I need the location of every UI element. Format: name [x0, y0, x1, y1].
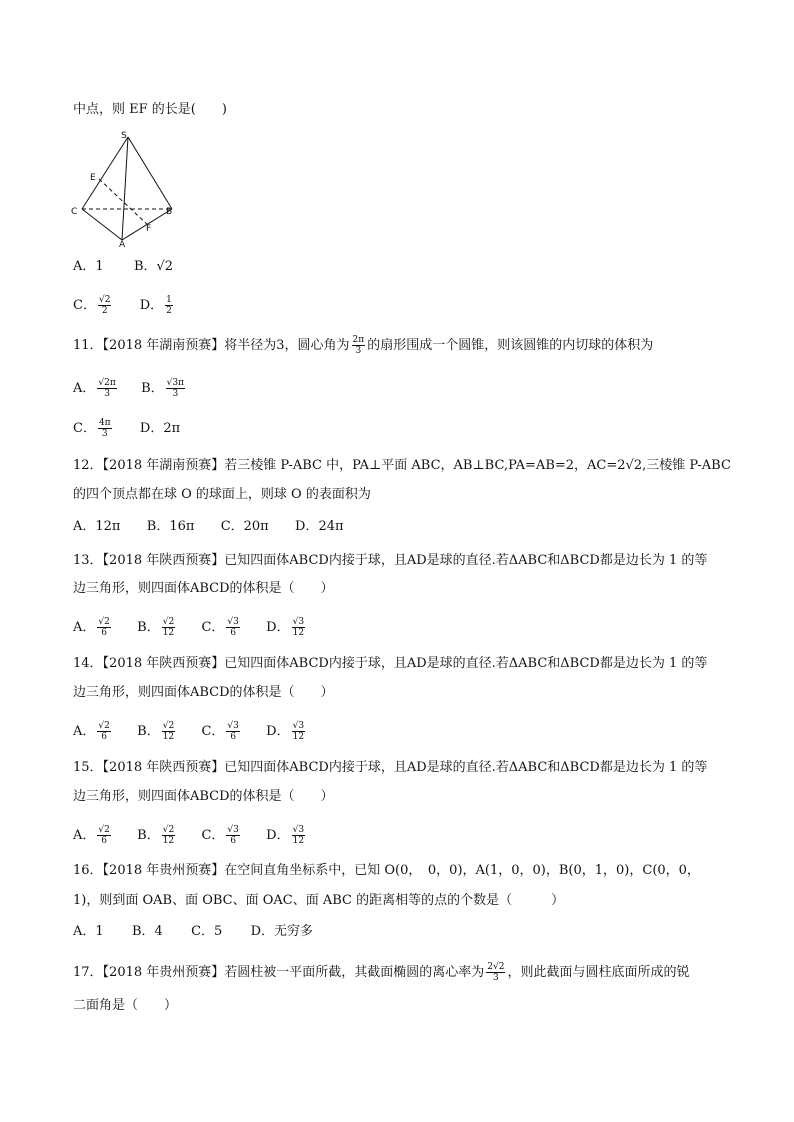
- q11-option-d-label: D．: [139, 421, 164, 436]
- q16-options: [73, 922, 313, 942]
- q17-line2: 二面角是（ ）: [73, 998, 178, 1013]
- q13-option-c-fraction: $\frac{√3}{6}$: [227, 617, 239, 638]
- label-F: F: [146, 224, 152, 234]
- q16-option-d: D．无穷多: [250, 924, 313, 939]
- q16-text1: 在空间直角坐标系中，已知 O(0， 0，0)，A(1，0，0)，B(0，1，0)，C(0，0，: [224, 863, 700, 878]
- q14-option-b-label: B．: [137, 724, 160, 739]
- q11-text2: 的扇形围成一个圆锥，则该圆锥的内切球的体积为: [367, 338, 654, 353]
- q14-option-a-label: A．: [73, 724, 96, 739]
- q13-option-d-fraction: $\frac{√3}{12}$: [292, 617, 305, 638]
- q14-number: 14．: [73, 656, 103, 671]
- q10-option-b-label: B．: [133, 259, 157, 274]
- q15-option-a-label: A．: [73, 828, 96, 843]
- q11-options-row1: [73, 378, 187, 399]
- tetrahedron-figure: [65, 126, 185, 250]
- q17-text1: 若圆柱被一平面所截，其截面椭圆的离心率为: [224, 965, 485, 980]
- q15-line1: [73, 759, 707, 777]
- q10-option-d-fraction: $\frac{1}{2}$: [166, 295, 172, 316]
- q12-option-b: B．16π: [146, 519, 195, 534]
- q11-option-c-label: C．: [73, 421, 96, 436]
- q16-option-c: C．5: [191, 924, 223, 939]
- q15-option-b-label: B．: [137, 828, 160, 843]
- q14-option-d-fraction: $\frac{√3}{12}$: [292, 721, 305, 742]
- label-C: C: [71, 207, 78, 217]
- q11-number: 11．: [73, 338, 103, 353]
- q12-line1: [73, 457, 731, 475]
- q13-option-b-fraction: $\frac{√2}{12}$: [162, 617, 175, 638]
- q13-line1: [73, 552, 707, 570]
- q17-fraction: $\frac{2√2}{3}$: [487, 962, 505, 983]
- q14-tag: 【2018 年陕西预赛】: [102, 656, 225, 671]
- label-E: E: [90, 173, 96, 183]
- q10-options-row2: [73, 295, 175, 316]
- q15-option-c-label: C．: [201, 828, 225, 843]
- q15-tag: 【2018 年陕西预赛】: [102, 760, 225, 775]
- q16-line2: 1)，则到面 OAB、面 OBC、面 OAC、面 ABC 的距离相等的点的个数是（ ）: [73, 893, 565, 908]
- q13-option-d-label: D．: [266, 620, 290, 635]
- q14-option-c-fraction: $\frac{√3}{6}$: [227, 721, 239, 742]
- q13-options: [73, 617, 307, 638]
- label-B: B: [166, 207, 173, 217]
- q16-tag: 【2018 年贵州预赛】: [102, 863, 225, 878]
- q12-option-c: C．20π: [220, 519, 269, 534]
- q10-option-c-label: C．: [73, 298, 96, 313]
- q16-option-a: A．1: [73, 924, 104, 939]
- label-S: S: [121, 131, 127, 141]
- q10-text: 中点，则 EF 的长是( ): [73, 102, 227, 117]
- q10-option-b-value: √2: [156, 259, 174, 274]
- q11-options-row2: [73, 418, 180, 439]
- q14-line2: 边三角形，则四面体ABCD的体积是（ ）: [73, 685, 334, 700]
- q13-option-c-label: C．: [201, 620, 225, 635]
- q16-number: 16．: [73, 863, 103, 878]
- q10-option-c-fraction: $\frac{√2}{2}$: [98, 295, 111, 316]
- q15-text1: 已知四面体ABCD内接于球，且AD是球的直径.若ΔABC和ΔBCD都是边长为 1 的等: [224, 760, 708, 775]
- q11-stem: [73, 335, 653, 356]
- q14-option-a-fraction: $\frac{√2}{6}$: [98, 721, 110, 742]
- q11-text1: 将半径为3，圆心角为: [224, 338, 350, 353]
- q13-option-a-fraction: $\frac{√2}{6}$: [98, 617, 110, 638]
- q14-option-d-label: D．: [266, 724, 290, 739]
- q12-option-d: D．24π: [295, 519, 344, 534]
- q13-option-a-label: A．: [73, 620, 96, 635]
- q11-tag: 【2018 年湖南预赛】: [102, 338, 225, 353]
- q14-options: [73, 721, 307, 742]
- q15-option-d-fraction: $\frac{√3}{12}$: [292, 825, 305, 846]
- q10-option-a-value: 1: [95, 259, 104, 274]
- q14-option-c-label: C．: [201, 724, 225, 739]
- q17-number: 17．: [73, 965, 103, 980]
- q16-line1: [73, 862, 700, 880]
- q11-option-a-fraction: $\frac{√2\pi}{3}$: [98, 378, 116, 399]
- q10-option-d-label: D．: [139, 298, 164, 313]
- q17-tag: 【2018 年贵州预赛】: [102, 965, 225, 980]
- q14-line1: [73, 655, 707, 673]
- q14-text1: 已知四面体ABCD内接于球，且AD是球的直径.若ΔABC和ΔBCD都是边长为 1 的等: [224, 656, 708, 671]
- q11-option-b-label: B．: [141, 381, 164, 396]
- q15-line2: 边三角形，则四面体ABCD的体积是（ ）: [73, 789, 334, 804]
- q13-text1: 已知四面体ABCD内接于球，且AD是球的直径.若ΔABC和ΔBCD都是边长为 1 的等: [224, 553, 708, 568]
- q15-option-d-label: D．: [266, 828, 290, 843]
- q12-line2: 的四个顶点都在球 O 的球面上，则球 O 的表面积为: [73, 487, 371, 502]
- q15-number: 15．: [73, 760, 103, 775]
- q12-number: 12．: [73, 458, 103, 473]
- q13-option-b-label: B．: [137, 620, 160, 635]
- q13-tag: 【2018 年陕西预赛】: [102, 553, 225, 568]
- q15-option-a-fraction: $\frac{√2}{6}$: [98, 825, 110, 846]
- q17-line1: [73, 962, 689, 983]
- q12-text1: 若三棱锥 P-ABC 中，PA⊥平面 ABC，AB⊥BC,PA=AB=2，AC=2√2,三棱锥 P-ABC: [224, 458, 731, 473]
- q11-option-a-label: A．: [73, 381, 96, 396]
- q12-options: [73, 517, 344, 537]
- q10-option-a-label: A．: [73, 259, 96, 274]
- q15-option-c-fraction: $\frac{√3}{6}$: [227, 825, 239, 846]
- q15-option-b-fraction: $\frac{√2}{12}$: [162, 825, 175, 846]
- q15-options: [73, 825, 307, 846]
- q10-options-row1: [73, 257, 173, 277]
- q13-line2: 边三角形，则四面体ABCD的体积是（ ）: [73, 581, 334, 596]
- q11-option-d-value: 2π: [163, 421, 181, 436]
- q17-text2: ，则此截面与圆柱底面所成的锐: [507, 965, 690, 980]
- q11-fraction: $\frac{2\pi}{3}$: [352, 335, 365, 356]
- q14-option-b-fraction: $\frac{√2}{12}$: [162, 721, 175, 742]
- q16-option-b: B．4: [131, 924, 163, 939]
- q11-option-c-fraction: $\frac{4\pi}{3}$: [98, 418, 111, 439]
- label-A: A: [119, 240, 126, 250]
- q12-tag: 【2018 年湖南预赛】: [102, 458, 225, 473]
- q13-number: 13．: [73, 553, 103, 568]
- q11-option-b-fraction: $\frac{√3\pi}{3}$: [166, 378, 185, 399]
- q12-option-a: A．12π: [73, 519, 121, 534]
